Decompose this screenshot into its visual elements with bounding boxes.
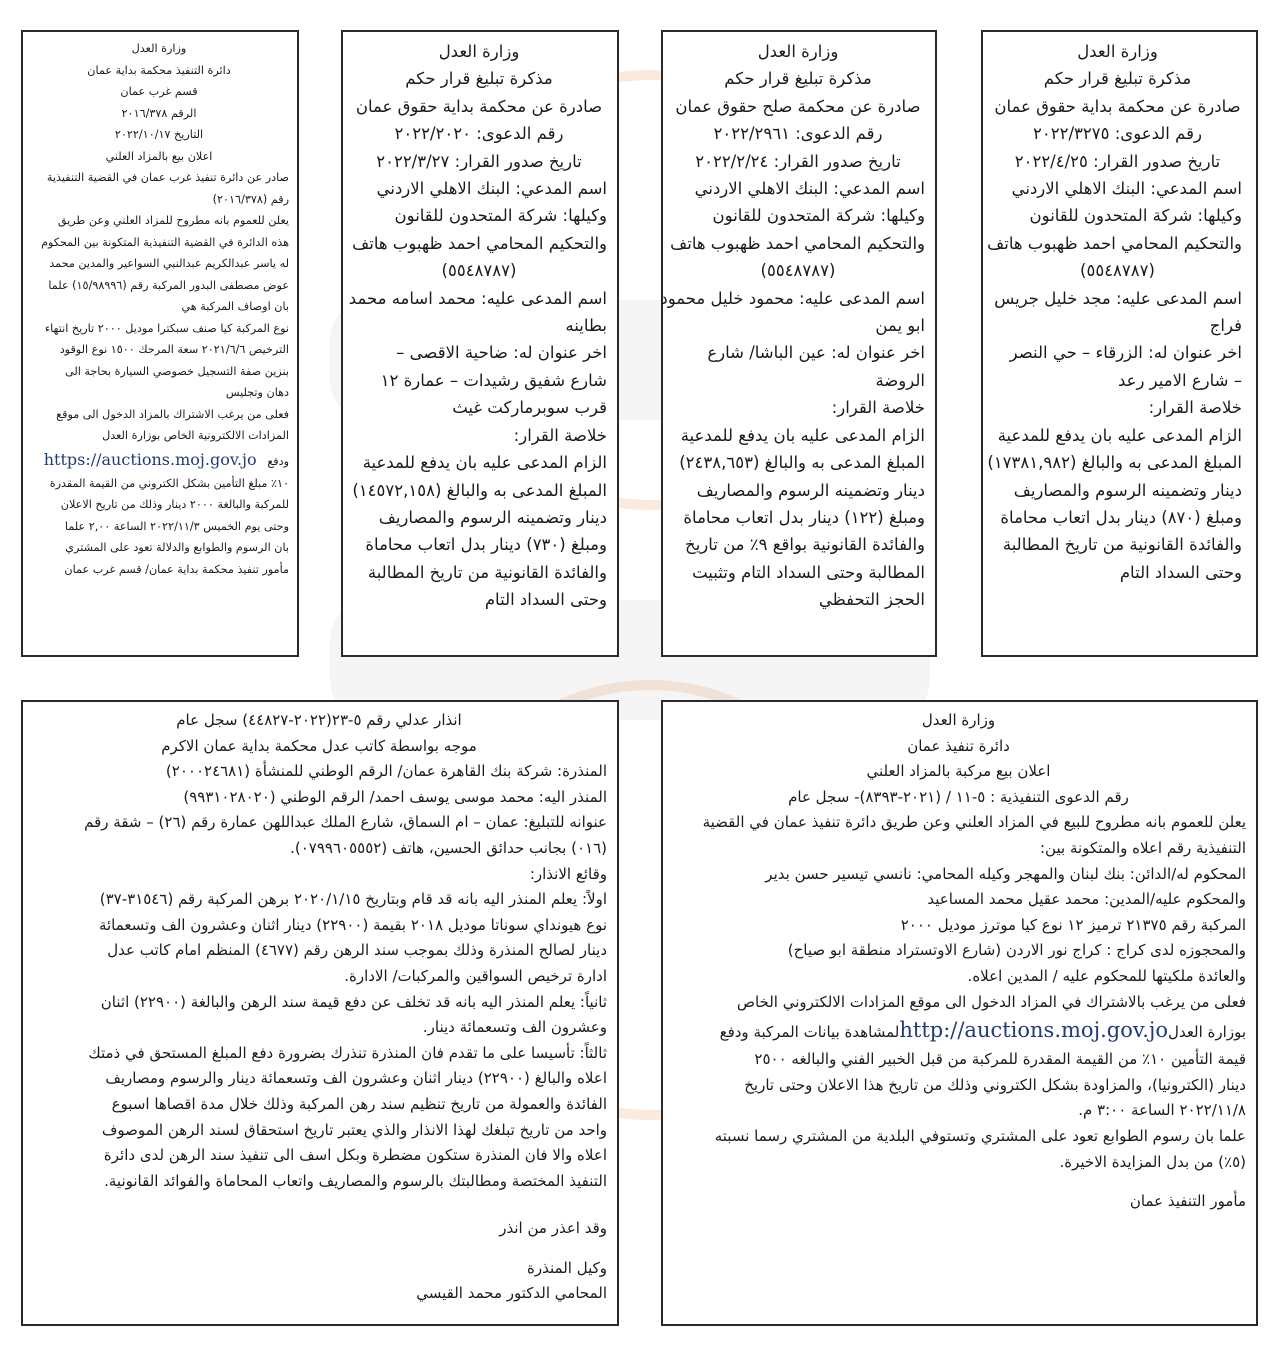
notice-legal-warning bbox=[21, 700, 619, 1326]
summary-line: المطالبة وحتى السداد التام وتثبيت bbox=[692, 562, 925, 582]
body-line: المنذرة: شركة بنك القاهرة عمان/ الرقم الوطني للمنشأة (٢٠٠٠٢٤٦٨١) bbox=[165, 762, 607, 781]
body-line: المركبة رقم ٢١٣٧٥ ترميز ١٢ نوع كيا موترز موديل ٢٠٠٠ bbox=[900, 915, 1246, 934]
body-line: ثالثاً: تأسيسا على ما تقدم فان المنذرة تنذرك بضرورة دفع المبلغ المستحق في ذمتك bbox=[88, 1043, 607, 1062]
case-number: رقم الدعوى: ٢٠٢٢/٣٢٧٥ bbox=[1033, 124, 1202, 144]
summary-line: ومبلغ (٨٧٠) دينار بدل اتعاب محاماة bbox=[1000, 507, 1242, 527]
url-suffix: ودفع bbox=[267, 454, 289, 468]
summary-line: ومبلغ (٧٣٠) دينار بدل اتعاب محاماة bbox=[365, 535, 607, 555]
address: اخر عنوان له: الزرقاء – حي النصر bbox=[1009, 343, 1242, 363]
defendant: اسم المدعى عليه: محمد اسامه محمد bbox=[348, 288, 607, 308]
url-line bbox=[671, 1015, 1246, 1047]
signature-name: المحامي الدكتور محمد القيسي bbox=[416, 1284, 607, 1303]
section: قسم غرب عمان bbox=[120, 85, 198, 98]
body-line: المزادات الالكترونية الخاص بوزارة العدل bbox=[102, 429, 289, 442]
body-line: يعلن للعموم بانه مطروح للبيع في المزاد العلني وعن طريق دائرة تنفيذ عمان في القضية bbox=[702, 813, 1246, 832]
body-line: عنوانه للتبليغ: عمان – ام السماق، شارع الملك عبداللهن عمارة رقم (٢٦) – شقة رقم bbox=[84, 813, 607, 832]
notice-title: مذكرة تبليغ قرار حكم bbox=[1043, 69, 1192, 89]
defendant: اسم المدعى عليه: مجد خليل جريس bbox=[994, 288, 1242, 308]
phone: (٥٥٤٨٧٨٧) bbox=[760, 261, 836, 281]
decision-summary-label: خلاصة القرار: bbox=[1148, 398, 1242, 418]
signature-title: وكيل المنذرة bbox=[527, 1258, 607, 1277]
address-cont: شارع شفيق رشيدات – عمارة ١٢ bbox=[380, 370, 607, 390]
plaintiff: اسم المدعي: البنك الاهلي الاردني bbox=[1011, 179, 1242, 199]
body-line: اولاً: يعلم المنذر اليه بانه قد قام وبتاريخ ٢٠٢٠/١/١٥ برهن المركبة رقم (٣١٥٤٦-٣٧) bbox=[99, 890, 607, 909]
case-number: رقم الدعوى: ٢٠٢٢/٢٩٦١ bbox=[713, 124, 883, 144]
notice-judgment-3 bbox=[341, 30, 619, 657]
body-line: والمحكوم عليه/المدين: محمد عقيل محمد المساعيد bbox=[927, 890, 1246, 909]
body-line: الفائدة والعمولة من تاريخ تنظيم سند رهن المركبة وذلك خلال مدة اقصاها اسبوع bbox=[111, 1094, 607, 1113]
url-suffix: لمشاهدة بيانات المركبة ودفع bbox=[719, 1023, 900, 1042]
body-line: ١٠٪ مبلغ التأمين بشكل الكتروني من القيمة المقدرة bbox=[49, 476, 289, 490]
summary-line: دينار وتضمينه الرسوم والمصاريف bbox=[378, 507, 607, 527]
body-line: للمركبة والبالغة ٢٠٠٠ دينار وذلك من تاريخ الاعلان bbox=[60, 498, 289, 511]
summary-line: دينار وتضمينه الرسوم والمصاريف bbox=[1013, 480, 1242, 500]
summary-line: المبلغ المدعى به والبالغ (٢٤٣٨,٦٥٣) bbox=[679, 453, 925, 473]
body-line: هذه الدائرة في القضية التنفيذية المتكونة بين المحكوم bbox=[41, 235, 289, 249]
decision-date: تاريخ صدور القرار: ٢٠٢٢/٤/٢٥ bbox=[1014, 151, 1221, 171]
department: دائرة تنفيذ عمان bbox=[907, 736, 1010, 755]
body-line: نوع هيونداي سوناتا موديل ٢٠١٨ بقيمة (٢٢٩٠٠) دينار اثنان وعشرون الف وتسعمائة bbox=[98, 915, 607, 934]
auction-link[interactable]: http://auctions.moj.gov.jo bbox=[899, 1018, 1169, 1043]
body-line: وقائع الانذار: bbox=[529, 864, 607, 883]
body-line: دينار لصالح المنذرة وذلك بموجب سند الرهن رقم (٤٦٧٧) المنظم امام كاتب عدل bbox=[107, 941, 607, 960]
notice-title: انذار عدلي رقم ٥-٢٣(٢٠٢٢-٤٤٨٢٧) سجل عام bbox=[176, 711, 462, 729]
court-name: صادرة عن محكمة صلح حقوق عمان bbox=[675, 96, 921, 116]
agent-cont: والتحكيم المحامي احمد ظهبوب هاتف bbox=[987, 233, 1242, 253]
body-line: صادر عن دائرة تنفيذ غرب عمان في القضية التنفيذية bbox=[46, 171, 289, 184]
summary-line: والفائدة القانونية من تاريخ المطالبة bbox=[367, 562, 607, 582]
defendant-cont: فراج bbox=[1209, 316, 1242, 336]
agent: وكيلها: شركة المتحدون للقانون bbox=[394, 206, 607, 226]
summary-line: الزام المدعى عليه بان يدفع للمدعية bbox=[680, 425, 925, 445]
notice-auction-west-amman bbox=[21, 30, 299, 657]
body-line: والعائدة ملكيتها للمحكوم عليه / المدين اعلاه. bbox=[967, 966, 1246, 985]
defendant-cont: ابو يمن bbox=[875, 316, 925, 336]
body-line: له ياسر عبدالكريم عبدالنبي السواعير والمدين محمد bbox=[49, 257, 289, 270]
body-line: بنزين صفة التسجيل خصوصي السيارة بحاجة الى bbox=[65, 364, 289, 378]
body-line: ثانياً: يعلم المنذر اليه بانه قد تخلف عن دفع قيمة سند الرهن والبالغة (٢٢٩٠٠) اثنان bbox=[100, 992, 607, 1011]
summary-line: دينار وتضمينه الرسوم والمصاريف bbox=[696, 480, 925, 500]
summary-line: الزام المدعى عليه بان يدفع للمدعية bbox=[362, 453, 607, 473]
body-line: (٥٪) من بدل المزايدة الاخيرة. bbox=[1059, 1152, 1246, 1171]
body-line: رقم (٢٠١٦/٣٧٨) bbox=[212, 192, 289, 206]
phone: (٥٥٤٨٧٨٧) bbox=[441, 261, 517, 281]
notice-title: اعلان بيع بالمزاد العلني bbox=[105, 149, 213, 163]
body-line: اعلاه والا فان المنذرة ستكون مضطرة وبكل اسف الى تنفيذ سند الرهن لدى دائرة bbox=[103, 1146, 607, 1165]
ministry-title: وزارة العدل bbox=[921, 711, 996, 729]
decision-summary-label: خلاصة القرار: bbox=[831, 398, 925, 418]
summary-line: وحتى السداد التام bbox=[484, 590, 607, 610]
summary-line: والفائدة القانونية بواقع ٩٪ من تاريخ bbox=[685, 535, 925, 555]
body-line: الترخيص ٢٠٢١/٦/٦ سعة المرحك ١٥٠٠ نوع الوقود bbox=[59, 343, 289, 356]
agent: وكيلها: شركة المتحدون للقانون bbox=[1029, 206, 1242, 226]
agent-cont: والتحكيم المحامي احمد ظهبوب هاتف bbox=[352, 233, 607, 253]
notice-judgment-2 bbox=[661, 30, 937, 657]
url-prefix: بوزارة العدل bbox=[1168, 1023, 1246, 1042]
summary-line: والفائدة القانونية من تاريخ المطالبة bbox=[1002, 535, 1242, 555]
case-number: رقم الدعوى التنفيذية : ٥-١١ / (٢٠٢١-٨٣٩٣)- سجل عام bbox=[788, 787, 1129, 806]
address-cont: قرب سوبرماركت غيث bbox=[452, 398, 607, 418]
notice-judgment-1 bbox=[981, 30, 1258, 657]
body-line: التنفيذية رقم اعلاه والمتكونة بين: bbox=[1040, 838, 1246, 857]
ministry-title: وزارة العدل bbox=[757, 42, 839, 61]
decision-summary-label: خلاصة القرار: bbox=[513, 425, 607, 445]
summary-line: المبلغ المدعى به والبالغ (١٤٥٧٢,١٥٨) bbox=[352, 480, 607, 500]
court-name: صادرة عن محكمة بداية حقوق عمان bbox=[355, 96, 603, 116]
plaintiff: اسم المدعي: البنك الاهلي الاردني bbox=[376, 179, 607, 199]
ministry-title: وزارة العدل bbox=[438, 42, 520, 61]
agent: وكيلها: شركة المتحدون للقانون bbox=[712, 206, 925, 226]
body-line: اعلاه والبالغ (٢٢٩٠٠) دينار اثنان وعشرون الف وتسعمائة دينار والرسوم ومصاريف bbox=[105, 1069, 607, 1088]
decision-date: تاريخ صدور القرار: ٢٠٢٢/٢/٢٤ bbox=[695, 151, 901, 171]
summary-line: الحجز التحفظي bbox=[818, 590, 925, 610]
body-line: بان الرسوم والطوابع والدلالة تعود على المشتري bbox=[65, 541, 289, 554]
summary-line: المبلغ المدعى به والبالغ (١٧٣٨١,٩٨٢) bbox=[987, 453, 1242, 473]
body-line: وحتى يوم الخميس ٢٠٢٢/١١/٣ الساعة ٢,٠٠ علما bbox=[64, 519, 289, 533]
summary-line: وحتى السداد التام bbox=[1119, 562, 1242, 582]
agent-cont: والتحكيم المحامي احمد ظهبوب هاتف bbox=[670, 233, 925, 253]
notice-auction-amman bbox=[661, 700, 1258, 1326]
body-line: دهان وتجليس bbox=[225, 386, 289, 399]
address-cont: الروضة bbox=[875, 370, 925, 390]
url-line bbox=[29, 447, 289, 473]
date: التاريخ ٢٠٢٢/١٠/١٧ bbox=[114, 128, 204, 141]
body-line: وعشرون الف وتسعمائة دينار. bbox=[422, 1018, 607, 1037]
body-line: (٠١٦) بجانب حدائق الحسين، هاتف (٠٧٩٩٦٠٥٥٥٢). bbox=[290, 838, 607, 857]
department: دائرة التنفيذ محكمة بداية عمان bbox=[87, 63, 231, 77]
address: اخر عنوان له: ضاحية الاقصى – bbox=[396, 343, 607, 363]
body-line: واحد من تاريخ تبلغك لهذا الانذار والذي يعتبر تاريخ استحقاق لسند الرهن الموصوف bbox=[101, 1120, 607, 1139]
body-line: التنفيذ المختصة ومطالبتك بالرسوم والمصاريف واتعاب المحاماة والفوائد القانونية. bbox=[104, 1171, 607, 1190]
body-line: المحكوم له/الدائن: بنك لبنان والمهجر وكيله المحامي: نانسي تيسير حسن بدير bbox=[765, 864, 1246, 883]
notice-title: مذكرة تبليغ قرار حكم bbox=[405, 69, 553, 89]
ministry-title: وزارة العدل bbox=[131, 42, 187, 55]
body-line: المنذر اليه: محمد موسى يوسف احمد/ الرقم الوطني (٩٩٣١٠٢٨٠٢٠) bbox=[183, 787, 607, 806]
closing-line: وقد اعذر من انذر bbox=[499, 1219, 607, 1238]
address-cont: – شارع الامير رعد bbox=[1117, 370, 1242, 390]
court-name: صادرة عن محكمة بداية حقوق عمان bbox=[994, 96, 1241, 116]
body-line: فعلى من يرغب بالاشتراك في المزاد الدخول الى موقع المزادات الالكتروني الخاص bbox=[736, 992, 1246, 1011]
plaintiff: اسم المدعي: البنك الاهلي الاردني bbox=[694, 179, 925, 199]
notice-title: مذكرة تبليغ قرار حكم bbox=[724, 69, 872, 89]
phone: (٥٥٤٨٧٨٧) bbox=[1080, 261, 1155, 281]
ministry-title: وزارة العدل bbox=[1077, 42, 1158, 61]
summary-line: ومبلغ (١٢٢) دينار بدل اتعاب محاماة bbox=[683, 507, 925, 527]
summary-line: الزام المدعى عليه بان يدفع للمدعية bbox=[997, 425, 1242, 445]
reference-number: الرقم ٢٠١٦/٣٧٨ bbox=[121, 106, 197, 120]
address: اخر عنوان له: عين الباشا/ شارع bbox=[707, 343, 925, 363]
body-line: نوع المركبة كيا صنف سبكترا موديل ٢٠٠٠ تاريخ انتهاء bbox=[44, 321, 289, 335]
signature: مأمور التنفيذ عمان bbox=[1129, 1192, 1246, 1211]
case-number: رقم الدعوى: ٢٠٢٢/٢٠٢٠ bbox=[394, 124, 564, 144]
body-line: قيمة التأمين ١٠٪ من القيمة المقدرة للمركبة من قبل الخبير الفني والبالغه ٢٥٠٠ bbox=[754, 1050, 1246, 1069]
body-line: ٢٠٢٢/١١/٨ الساعة ٣:٠٠ م. bbox=[1078, 1101, 1246, 1120]
body-line: عوض مصطفى البدور المركبة رقم (١٥/٩٨٩٩٦) علما bbox=[48, 278, 289, 292]
body-line: ادارة ترخيص السواقين والمركبات/ الادارة. bbox=[344, 966, 607, 985]
body-line: فعلى من يرغب الاشتراك بالمزاد الدخول الى موقع bbox=[56, 407, 289, 421]
defendant-cont: بطاينه bbox=[565, 316, 607, 336]
signature: مأمور تنفيذ محكمة بداية عمان/ قسم غرب عمان bbox=[64, 562, 289, 576]
body-line: دينار (الكترونيا)، والمزاودة بشكل الكتروني وذلك من تاريخ هذا الاعلان وحتى تاريخ bbox=[744, 1075, 1246, 1094]
decision-date: تاريخ صدور القرار: ٢٠٢٢/٣/٢٧ bbox=[376, 151, 582, 171]
body-line: علما بان رسوم الطوابع تعود على المشتري وتستوفي البلدية من المشتري رسما نسبته bbox=[714, 1126, 1246, 1145]
body-line: والمحجوزه لدى كراج : كراج نور الاردن (شارع الاوتستراد منطقة ابو صياح) bbox=[787, 941, 1246, 960]
body-line: بان اوصاف المركبة هي bbox=[181, 300, 289, 313]
auction-link[interactable]: https://auctions.moj.gov.jo bbox=[43, 449, 257, 469]
body-line: يعلن للعموم بانه مطروح للمزاد العلني وعن طريق bbox=[57, 214, 289, 227]
notice-title: اعلان بيع مركبة بالمزاد العلني bbox=[866, 762, 1051, 781]
defendant: اسم المدعى عليه: محمود خليل محمود bbox=[660, 288, 925, 308]
notice-subtitle: موجه بواسطة كاتب عدل محكمة بداية عمان الاكرم bbox=[161, 736, 477, 755]
